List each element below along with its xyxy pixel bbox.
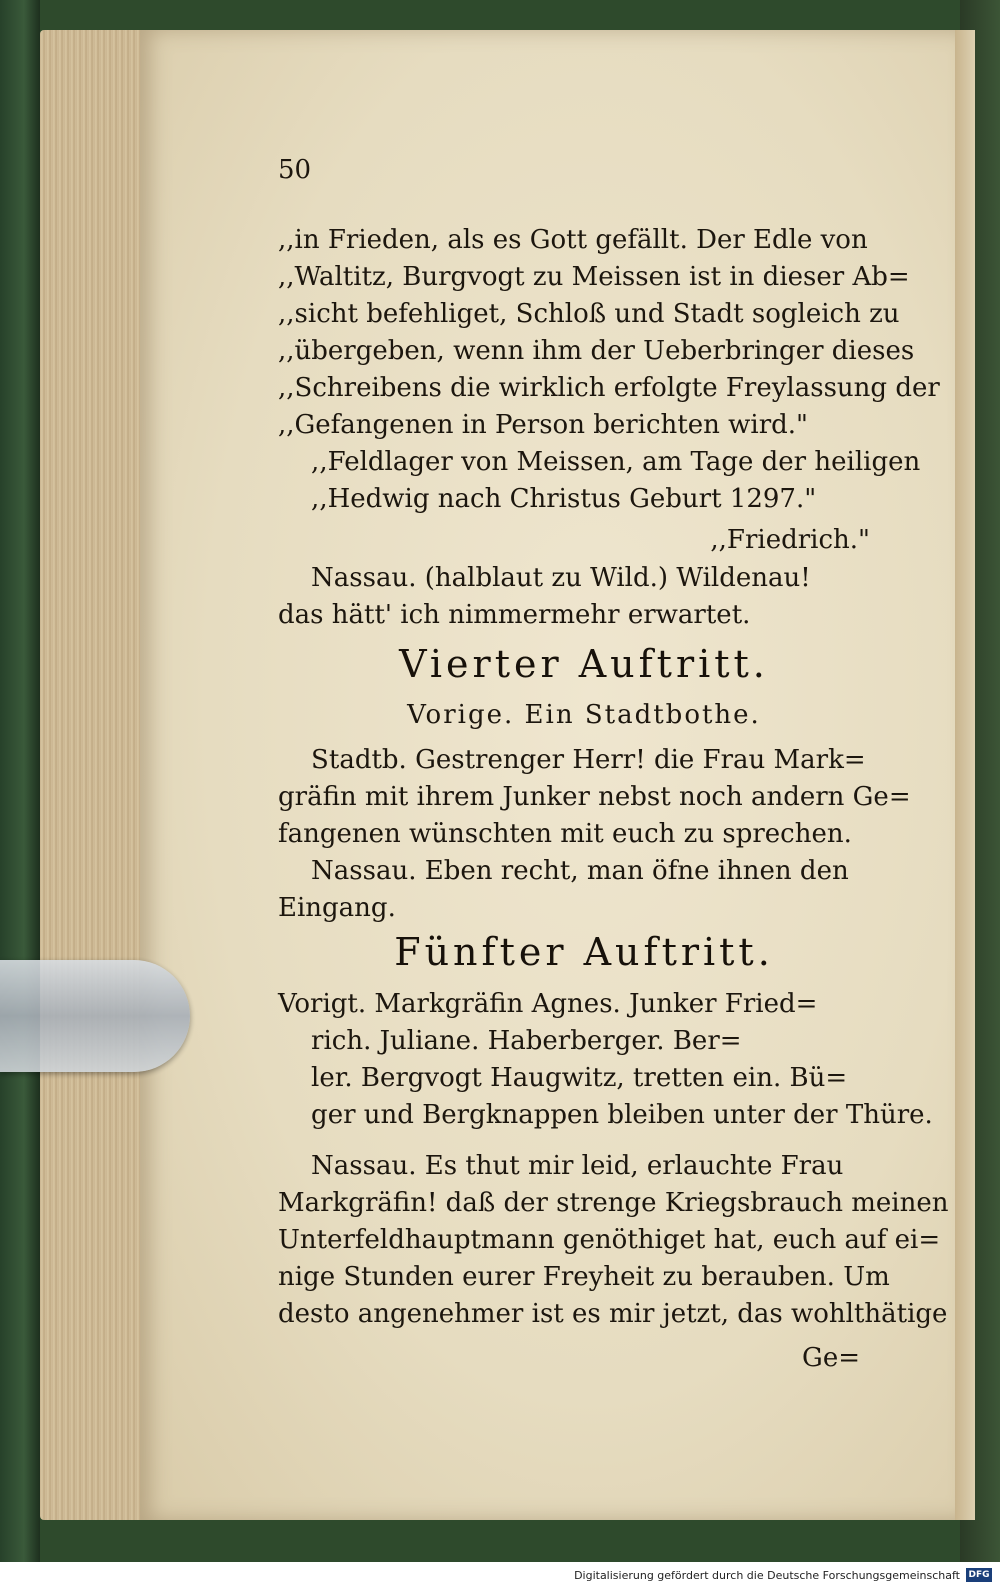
next-page-edge [955, 30, 975, 1520]
footer-bar [0, 1562, 1000, 1586]
book-page-edges [40, 30, 150, 1520]
text-line: ,,Feldlager von Meissen, am Tage der heiligen [278, 447, 921, 477]
text-line: Markgräfin! daß der strenge Kriegsbrauch meinen [278, 1188, 949, 1218]
text-block-scene-5 [278, 1148, 949, 1333]
text-line: Nassau. Eben recht, man öfne ihnen den [278, 856, 849, 886]
text-line: ler. Bergvogt Haugwitz, tretten ein. Bü= [278, 1063, 848, 1093]
text-block-scene-5-cast [278, 986, 933, 1134]
text-block-nassau [278, 560, 890, 634]
signature: ,,Friedrich." [710, 525, 870, 555]
text-line: ,,Waltitz, Burgvogt zu Meissen ist in dieser Ab= [278, 262, 910, 292]
background-left [0, 0, 40, 1586]
text-line: ,,sicht befehliget, Schloß und Stadt sogleich zu [278, 299, 900, 329]
text-line: ,,übergeben, wenn ihm der Ueberbringer dieses [278, 336, 915, 366]
scene-heading-4: Vierter Auftritt. [399, 642, 769, 686]
text-line: desto angenehmer ist es mir jetzt, das wohlthätige [278, 1299, 948, 1329]
page-clip [0, 960, 190, 1072]
text-line: Stadtb. Gestrenger Herr! die Frau Mark= [278, 745, 866, 775]
text-line: Unterfeldhauptmann genöthiget hat, euch auf ei= [278, 1225, 941, 1255]
scene-heading-5: Fünfter Auftritt. [394, 930, 774, 974]
text-line: Vorigt. Markgräfin Agnes. Junker Fried= [278, 989, 818, 1019]
text-line: rich. Juliane. Haberberger. Ber= [278, 1026, 742, 1056]
text-block-scene-4 [278, 742, 911, 927]
footer-credit: Digitalisierung gefördert durch die Deutsche Forschungsgemeinschaft [574, 1569, 960, 1582]
text-line: ,,Schreibens die wirklich erfolgte Freylassung der [278, 373, 940, 403]
text-line: Nassau. Es thut mir leid, erlauchte Frau [278, 1151, 844, 1181]
text-block-letter [278, 222, 940, 518]
text-line: Eingang. [278, 893, 396, 923]
text-line: ,,in Frieden, als es Gott gefällt. Der Edle von [278, 225, 868, 255]
text-line: nige Stunden eurer Freyheit zu berauben. Um [278, 1262, 890, 1292]
text-line: gräfin mit ihrem Junker nebst noch andern Ge= [278, 782, 911, 812]
text-line: ger und Bergknappen bleiben unter der Thüre. [278, 1100, 933, 1130]
dfg-logo-icon: DFG [966, 1568, 992, 1582]
scene-characters-4: Vorige. Ein Stadtbothe. [407, 700, 761, 730]
page-number: 50 [278, 155, 312, 185]
text-line: fangenen wünschten mit euch zu sprechen. [278, 819, 852, 849]
text-line: ,,Hedwig nach Christus Geburt 1297." [278, 484, 817, 514]
text-line: das hätt' ich nimmermehr erwartet. [278, 600, 751, 630]
catchword: Ge= [802, 1343, 860, 1373]
text-line: ,,Gefangenen in Person berichten wird." [278, 410, 808, 440]
text-line: Nassau. (halblaut zu Wild.) Wildenau! [278, 563, 811, 593]
